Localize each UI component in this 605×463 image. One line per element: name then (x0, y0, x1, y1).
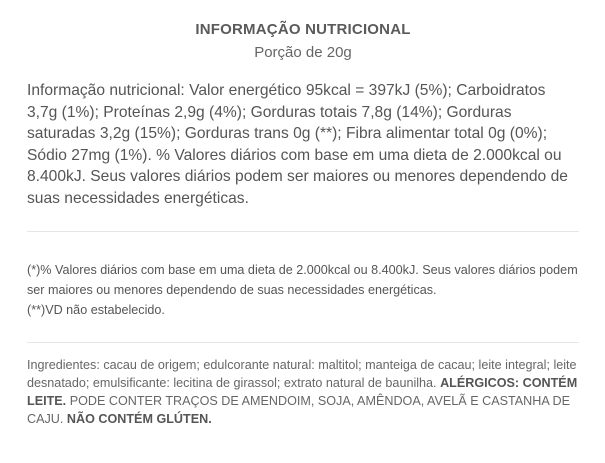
page-title: INFORMAÇÃO NUTRICIONAL (195, 21, 411, 38)
gluten-text: NÃO CONTÉM GLÚTEN. (66, 412, 212, 426)
nutrition-summary: Informação nutricional: Valor energético 95kcal = 397kJ (5%); Carboidratos 3,7g (1%); Proteínas 2,9g (4%); Gorduras totais 7,8g (14%); Gorduras saturadas 3,2g (15%); Gorduras trans 0g (**); Fibra alimentar total 0g (0%); Sódio 27mg (1%). % Valores diários com base em uma dieta de 2.000kcal ou 8.400kJ. Seus valores diários podem ser maiores ou menores dependendo de suas necessidades energéticas. (27, 82, 568, 207)
footnote-vd: (**)VD não estabelecido. (27, 303, 165, 317)
nutrition-panel (27, 0, 579, 428)
portion-size: Porção de 20g (254, 44, 352, 61)
allergens-text: ALÉRGICOS: CONTÉM LEITE. (27, 376, 578, 408)
divider (27, 231, 579, 232)
ingredients-text: Ingredientes: cacau de origem; edulcorante natural: maltitol; manteiga de cacau; leite integral; leite desnatado; emulsificante: lecitina de girassol; extrato natural de baunilha. (27, 358, 577, 390)
footnotes (27, 260, 579, 320)
ingredients-block (27, 356, 579, 428)
footnote-daily-values: (*)% Valores diários com base em uma dieta de 2.000kcal ou 8.400kJ. Seus valores diários podem ser maiores ou menores dependendo de suas necessidades energéticas. (27, 263, 578, 297)
traces-text: PODE CONTER TRAÇOS DE AMENDOIM, SOJA, AMÊNDOA, AVELÃ E CASTANHA DE CAJU. (27, 394, 571, 426)
divider (27, 342, 579, 343)
